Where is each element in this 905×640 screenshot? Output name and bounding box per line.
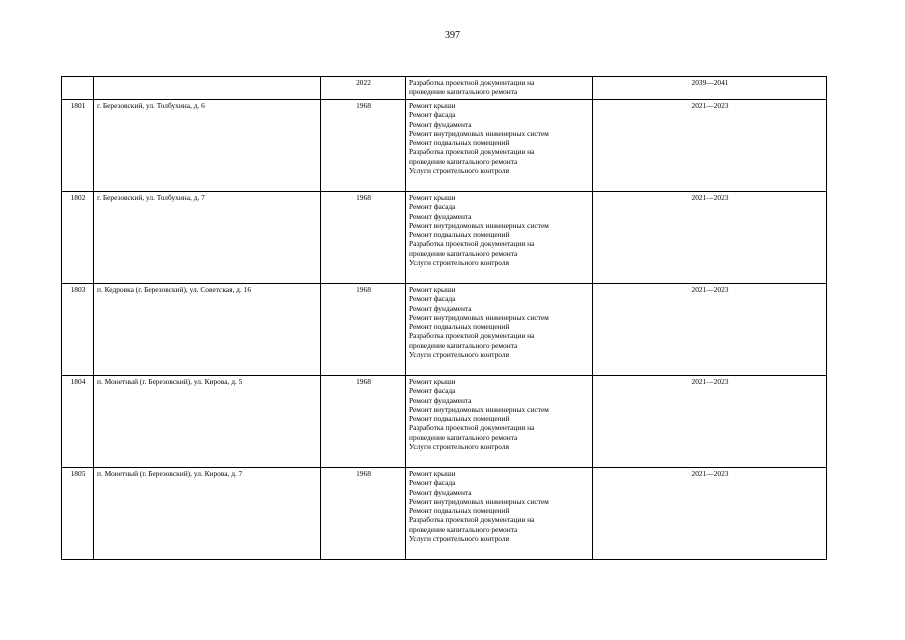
row-number: 1804 (62, 376, 94, 468)
work-item: Ремонт внутридомовых инженерных систем (409, 496, 549, 506)
work-item: Ремонт подвальных помещений (409, 506, 510, 516)
row-period: 2021—2023 (593, 100, 827, 192)
row-number (62, 77, 94, 100)
work-item: Ремонт фундамента (409, 303, 472, 313)
work-item: Ремонт крыши (409, 377, 456, 386)
row-year: 1968 (321, 192, 406, 284)
work-item: проведение капитального ремонта (409, 87, 518, 97)
work-item: Ремонт фасада (409, 110, 456, 120)
row-number: 1805 (62, 468, 94, 560)
table-body (62, 77, 827, 560)
row-period: 2021—2023 (593, 192, 827, 284)
row-works (406, 284, 593, 376)
page-number: 397 (445, 30, 460, 41)
table-row (62, 284, 827, 376)
work-item: проведение капитального ремонта (409, 248, 518, 258)
table-row (62, 100, 827, 192)
row-period: 2021—2023 (593, 376, 827, 468)
work-item: Ремонт подвальных помещений (409, 230, 510, 240)
row-address (94, 77, 321, 100)
table-row (62, 376, 827, 468)
work-item: Ремонт внутридомовых инженерных систем (409, 128, 549, 138)
work-item: Разработка проектной документации на (409, 331, 535, 341)
row-year: 1968 (321, 100, 406, 192)
work-item: Ремонт фасада (409, 386, 456, 396)
row-year: 1968 (321, 468, 406, 560)
row-address: п. Кедровка (г. Березовский), ул. Советская, д. 16 (94, 284, 321, 376)
work-item: Услуги строительного контроля (409, 350, 509, 360)
work-item: Ремонт крыши (409, 285, 456, 294)
work-item: Ремонт фундамента (409, 395, 472, 405)
work-item: Услуги строительного контроля (409, 258, 509, 268)
work-item: Ремонт крыши (409, 101, 456, 110)
work-item: Ремонт подвальных помещений (409, 414, 510, 424)
work-item: Услуги строительного контроля (409, 442, 509, 452)
work-item: проведение капитального ремонта (409, 432, 518, 442)
row-period: 2021—2023 (593, 284, 827, 376)
work-item: Разработка проектной документации на (409, 239, 535, 249)
row-number: 1802 (62, 192, 94, 284)
row-year: 2022 (321, 77, 406, 100)
row-address: г. Березовский, ул. Толбухина, д. 7 (94, 192, 321, 284)
work-item: Ремонт фундамента (409, 211, 472, 221)
row-year: 1968 (321, 376, 406, 468)
row-address: г. Березовский, ул. Толбухина, д. 6 (94, 100, 321, 192)
work-item: Разработка проектной документации на (409, 515, 535, 525)
work-item: Ремонт фасада (409, 478, 456, 488)
row-year: 1968 (321, 284, 406, 376)
work-item: Ремонт внутридомовых инженерных систем (409, 404, 549, 414)
table-row (62, 468, 827, 560)
row-period: 2021—2023 (593, 468, 827, 560)
work-item: Ремонт подвальных помещений (409, 322, 510, 332)
row-number: 1803 (62, 284, 94, 376)
work-item: Ремонт крыши (409, 193, 456, 202)
row-works (406, 376, 593, 468)
work-item: Разработка проектной документации на (409, 147, 535, 157)
work-item: Ремонт фундамента (409, 119, 472, 129)
table-row (62, 192, 827, 284)
work-item: Ремонт крыши (409, 469, 456, 478)
work-item: Ремонт внутридомовых инженерных систем (409, 220, 549, 230)
work-item: Разработка проектной документации на (409, 423, 535, 433)
work-item: проведение капитального ремонта (409, 156, 518, 166)
work-item: Услуги строительного контроля (409, 166, 509, 176)
row-works (406, 100, 593, 192)
row-works (406, 77, 593, 100)
work-item: Ремонт подвальных помещений (409, 138, 510, 148)
work-item: Ремонт фундамента (409, 487, 472, 497)
work-item: проведение капитального ремонта (409, 524, 518, 534)
row-address: п. Монетный (г. Березовский), ул. Кирова, д. 5 (94, 376, 321, 468)
work-item: Услуги строительного контроля (409, 534, 509, 544)
row-works (406, 468, 593, 560)
row-period: 2039—2041 (593, 77, 827, 100)
capital-repair-table (61, 76, 827, 560)
work-item: Ремонт внутридомовых инженерных систем (409, 312, 549, 322)
row-address: п. Монетный (г. Березовский), ул. Кирова, д. 7 (94, 468, 321, 560)
work-item: Разработка проектной документации на (409, 78, 535, 87)
work-item: Ремонт фасада (409, 202, 456, 212)
row-works (406, 192, 593, 284)
row-number: 1801 (62, 100, 94, 192)
table-row (62, 77, 827, 100)
work-item: Ремонт фасада (409, 294, 456, 304)
work-item: проведение капитального ремонта (409, 340, 518, 350)
